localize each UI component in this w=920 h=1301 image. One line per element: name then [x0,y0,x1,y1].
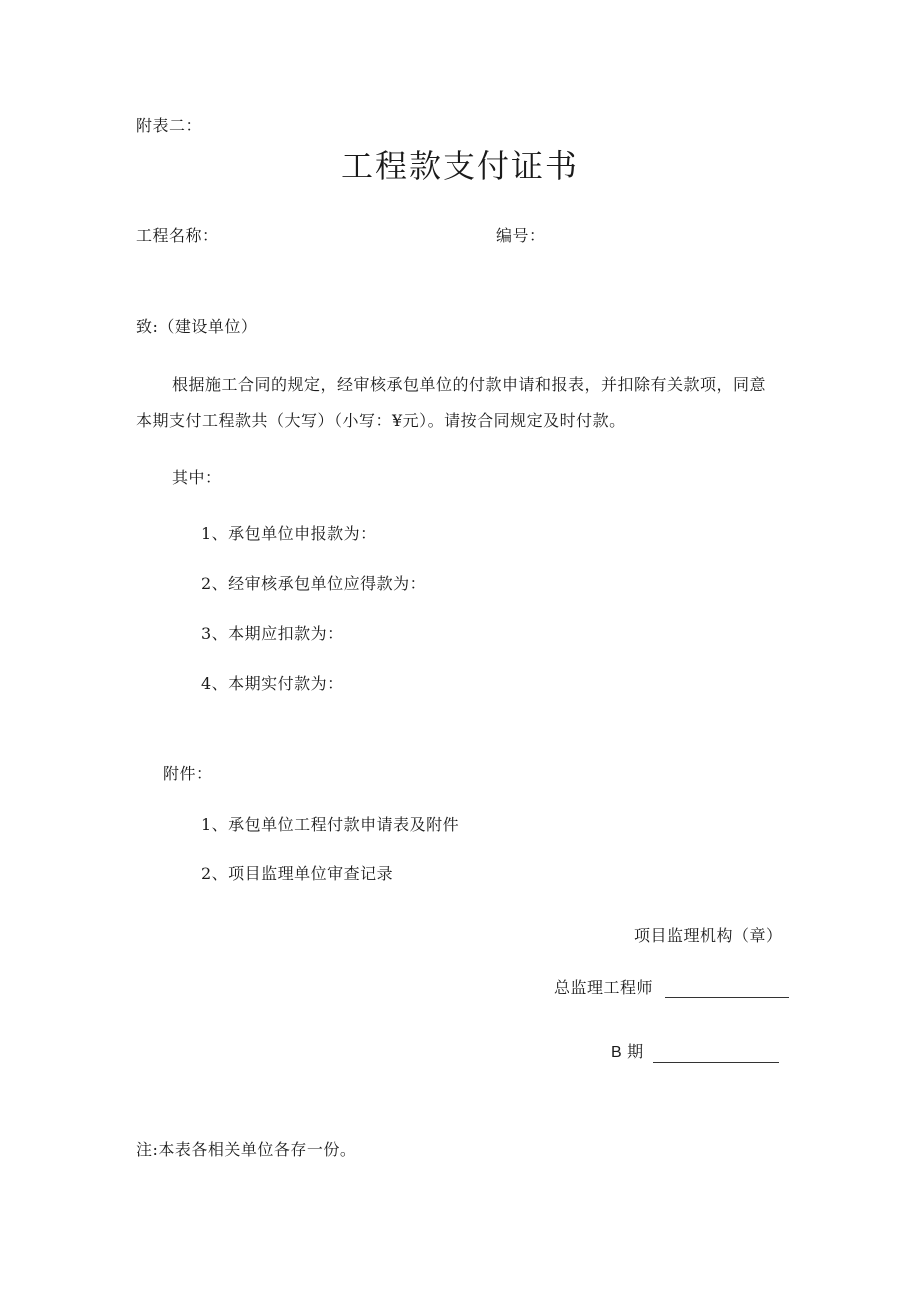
date-label: B 期 [611,1044,644,1061]
breakdown-item-3: 3、本期应扣款为： [201,624,344,643]
annex-label: 附表二： [136,116,203,135]
addressee: 致:（建设单位） [136,317,258,336]
breakdown-heading: 其中： [172,468,222,487]
body-line-2: 本期支付工程款共（大写）（小写：¥元）。请按合同规定及时付款。 [136,411,626,430]
chief-engineer-label: 总监理工程师 [554,978,654,997]
breakdown-item-2: 2、经审核承包单位应得款为： [201,574,427,593]
chief-engineer-signature-line [665,983,789,998]
attachment-item-1: 1、承包单位工程付款申请表及附件 [201,815,460,834]
date-field [611,1042,779,1063]
date-line [653,1048,779,1063]
chief-engineer-signature [554,978,789,998]
breakdown-item-1: 1、承包单位申报款为： [201,524,377,543]
number-label: 编号： [496,226,546,245]
attachments-heading: 附件： [163,764,213,783]
breakdown-item-4: 4、本期实付款为： [201,674,344,693]
attachment-item-2: 2、项目监理单位审查记录 [201,864,394,883]
org-seal-label: 项目监理机构（章） [634,926,783,945]
project-name-label: 工程名称： [136,226,219,245]
body-line-1: 根据施工合同的规定，经审核承包单位的付款申请和报表，并扣除有关款项，同意 [172,375,767,394]
page-title: 工程款支付证书 [340,147,579,185]
footer-note: 注:本表各相关单位各存一份。 [136,1140,357,1159]
